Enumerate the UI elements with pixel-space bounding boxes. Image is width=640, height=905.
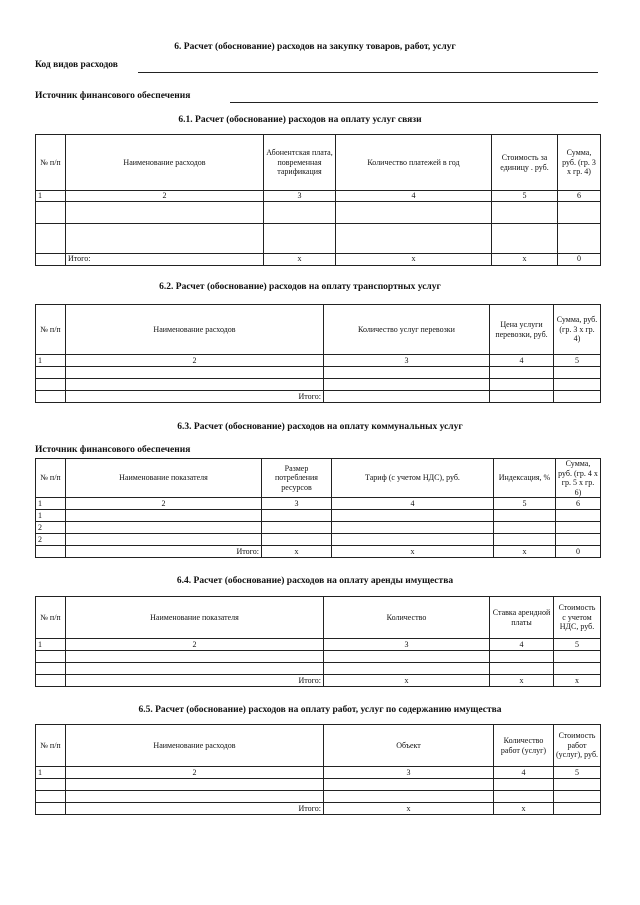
table-cell[interactable]	[66, 534, 262, 546]
header-cost-with-vat: Стоимость с учетом НДС, руб.	[554, 597, 601, 639]
column-number-row	[36, 639, 601, 651]
header-object: Объект	[324, 725, 494, 767]
total-row	[36, 253, 601, 265]
table-cell[interactable]	[36, 201, 66, 223]
table-cell[interactable]	[324, 379, 490, 391]
header-indicator-name: Наименование показателя	[66, 459, 262, 498]
col-num-cell: 5	[554, 355, 601, 367]
header-works-quantity: Количество работ (услуг)	[494, 725, 554, 767]
table-cell[interactable]	[556, 510, 601, 522]
table-cell[interactable]	[324, 651, 490, 663]
col-num-cell: 2	[66, 498, 262, 510]
section-6-5-title: 6.5. Расчет (обоснование) расходов на оплату работ, услуг по содержанию имущества	[138, 705, 502, 715]
table-row	[36, 651, 601, 663]
col-num-cell: 1	[36, 639, 66, 651]
table-6-1	[35, 134, 601, 266]
table-cell[interactable]	[66, 791, 324, 803]
table-cell[interactable]	[554, 379, 601, 391]
table-cell[interactable]	[66, 379, 324, 391]
table-cell[interactable]	[558, 223, 601, 253]
table-cell[interactable]	[36, 223, 66, 253]
table-cell[interactable]	[36, 779, 66, 791]
table-cell[interactable]	[336, 223, 492, 253]
table-row	[36, 663, 601, 675]
table-row	[36, 791, 601, 803]
row-number: 2	[36, 534, 66, 546]
col-num-cell: 5	[554, 767, 601, 779]
col-num-cell: 5	[494, 498, 556, 510]
table-cell	[36, 391, 66, 403]
main-title: 6. Расчет (обоснование) расходов на закупку товаров, работ, услуг	[174, 42, 456, 52]
col-num-cell: 4	[332, 498, 494, 510]
total-cell: x	[332, 546, 494, 558]
col-num-cell: 5	[492, 191, 558, 202]
section-6-2-title: 6.2. Расчет (обоснование) расходов на оплату транспортных услуг	[159, 282, 441, 292]
total-cell: x	[492, 253, 558, 265]
table-row	[36, 510, 601, 522]
table-cell[interactable]	[262, 510, 332, 522]
table-cell[interactable]	[66, 663, 324, 675]
header-indicator-name: Наименование показателя	[66, 597, 324, 639]
table-cell	[490, 391, 554, 403]
table-cell	[554, 391, 601, 403]
header-payments-per-year: Количество платежей в год	[336, 135, 492, 191]
col-num-cell: 6	[556, 498, 601, 510]
total-row	[36, 546, 601, 558]
col-num-cell: 6	[558, 191, 601, 202]
total-cell: x	[490, 675, 554, 687]
header-number: № п/п	[36, 135, 66, 191]
total-label: Итого:	[66, 253, 264, 265]
col-num-cell: 3	[262, 498, 332, 510]
table-header-row	[36, 305, 601, 355]
col-num-cell: 2	[66, 355, 324, 367]
column-number-row	[36, 767, 601, 779]
total-cell: x	[264, 253, 336, 265]
table-cell[interactable]	[492, 223, 558, 253]
header-rent-rate: Ставка арендной платы	[490, 597, 554, 639]
column-number-row	[36, 191, 601, 202]
header-sum: Сумма, руб. (гр. 3 х гр. 4)	[558, 135, 601, 191]
row-number: 2	[36, 522, 66, 534]
header-indexation: Индексация, %	[494, 459, 556, 498]
header-number: № п/п	[36, 725, 66, 767]
table-cell[interactable]	[66, 522, 262, 534]
column-number-row	[36, 498, 601, 510]
table-cell[interactable]	[490, 663, 554, 675]
table-cell[interactable]	[554, 663, 601, 675]
table-cell[interactable]	[336, 201, 492, 223]
total-cell: x	[262, 546, 332, 558]
table-cell	[324, 391, 490, 403]
table-row	[36, 367, 601, 379]
header-unit-cost: Стоимость за единицу . руб.	[492, 135, 558, 191]
table-cell[interactable]	[36, 791, 66, 803]
total-label: Итого:	[66, 546, 262, 558]
header-expense-name: Наименование расходов	[66, 135, 264, 191]
header-consumption: Размер потребления ресурсов	[262, 459, 332, 498]
table-cell[interactable]	[66, 510, 262, 522]
section-6-3-title: 6.3. Расчет (обоснование) расходов на оплату коммунальных услуг	[177, 422, 463, 432]
table-cell[interactable]	[324, 367, 490, 379]
col-num-cell: 3	[324, 767, 494, 779]
col-num-cell: 2	[66, 767, 324, 779]
expense-code-field[interactable]	[138, 72, 598, 73]
table-6-3	[35, 458, 601, 558]
col-num-cell: 4	[336, 191, 492, 202]
total-row	[36, 675, 601, 687]
funding-source-label: Источник финансового обеспечения	[35, 91, 191, 101]
table-cell[interactable]	[332, 510, 494, 522]
col-num-cell: 4	[490, 355, 554, 367]
table-cell	[36, 253, 66, 265]
funding-source-label-6-3: Источник финансового обеспечения	[35, 445, 191, 455]
total-cell: x	[336, 253, 492, 265]
col-num-cell: 1	[36, 767, 66, 779]
table-header-row	[36, 135, 601, 191]
table-row	[36, 379, 601, 391]
total-label: Итого:	[66, 675, 324, 687]
table-cell	[36, 546, 66, 558]
header-sum: Сумма, руб. (гр. 4 х гр. 5 х гр. 6)	[556, 459, 601, 498]
header-transport-price: Цена услуги перевозки, руб.	[490, 305, 554, 355]
table-cell[interactable]	[494, 791, 554, 803]
table-row	[36, 779, 601, 791]
table-cell[interactable]	[556, 522, 601, 534]
table-cell[interactable]	[490, 367, 554, 379]
header-tariff: Тариф (с учетом НДС), руб.	[332, 459, 494, 498]
total-sum: 0	[556, 546, 601, 558]
section-6-4-title: 6.4. Расчет (обоснование) расходов на оплату аренды имущества	[176, 576, 454, 586]
table-cell[interactable]	[332, 522, 494, 534]
table-cell[interactable]	[324, 791, 494, 803]
table-cell[interactable]	[554, 791, 601, 803]
table-row	[36, 522, 601, 534]
total-sum: 0	[558, 253, 601, 265]
table-cell	[36, 675, 66, 687]
table-header-row	[36, 597, 601, 639]
col-num-cell: 4	[494, 767, 554, 779]
table-cell[interactable]	[66, 201, 264, 223]
table-cell[interactable]	[36, 663, 66, 675]
table-cell[interactable]	[554, 367, 601, 379]
header-expense-name: Наименование расходов	[66, 305, 324, 355]
table-cell[interactable]	[494, 522, 556, 534]
table-cell[interactable]	[494, 779, 554, 791]
col-num-cell: 2	[66, 639, 324, 651]
table-cell[interactable]	[558, 201, 601, 223]
col-num-cell: 1	[36, 498, 66, 510]
total-cell: x	[494, 546, 556, 558]
table-cell[interactable]	[332, 534, 494, 546]
total-cell: x	[324, 803, 494, 815]
table-header-row	[36, 725, 601, 767]
table-cell[interactable]	[490, 379, 554, 391]
table-cell[interactable]	[66, 779, 324, 791]
header-quantity: Количество	[324, 597, 490, 639]
table-cell[interactable]	[556, 534, 601, 546]
header-works-cost: Стоимость работ (услуг), руб.	[554, 725, 601, 767]
total-label: Итого:	[66, 803, 324, 815]
table-cell[interactable]	[490, 651, 554, 663]
table-row	[36, 201, 601, 223]
table-cell[interactable]	[554, 779, 601, 791]
table-cell[interactable]	[492, 201, 558, 223]
total-cell: x	[554, 675, 601, 687]
table-cell[interactable]	[264, 201, 336, 223]
header-number: № п/п	[36, 459, 66, 498]
table-cell[interactable]	[324, 779, 494, 791]
column-number-row	[36, 355, 601, 367]
table-6-4	[35, 596, 601, 687]
col-num-cell: 3	[324, 639, 490, 651]
table-header-row	[36, 459, 601, 498]
funding-source-field[interactable]	[230, 102, 598, 103]
header-number: № п/п	[36, 305, 66, 355]
col-num-cell: 1	[36, 355, 66, 367]
total-cell: x	[324, 675, 490, 687]
table-row	[36, 534, 601, 546]
table-cell[interactable]	[36, 367, 66, 379]
col-num-cell: 3	[324, 355, 490, 367]
table-cell	[36, 803, 66, 815]
total-label: Итого:	[66, 391, 324, 403]
table-6-2	[35, 304, 601, 403]
table-cell[interactable]	[66, 367, 324, 379]
table-cell[interactable]	[66, 223, 264, 253]
table-row	[36, 223, 601, 253]
table-cell[interactable]	[262, 534, 332, 546]
table-6-5	[35, 724, 601, 815]
table-cell[interactable]	[324, 663, 490, 675]
table-cell[interactable]	[494, 534, 556, 546]
row-number: 1	[36, 510, 66, 522]
table-cell[interactable]	[554, 651, 601, 663]
table-cell[interactable]	[262, 522, 332, 534]
col-num-cell: 1	[36, 191, 66, 202]
total-cell: x	[494, 803, 554, 815]
header-sum: Сумма, руб. (гр. 3 х гр. 4)	[554, 305, 601, 355]
header-transport-quantity: Количество услуг перевозки	[324, 305, 490, 355]
table-cell[interactable]	[494, 510, 556, 522]
col-num-cell: 3	[264, 191, 336, 202]
total-row	[36, 803, 601, 815]
table-cell[interactable]	[36, 651, 66, 663]
section-6-1-title: 6.1. Расчет (обоснование) расходов на оплату услуг связи	[178, 115, 422, 125]
expense-code-label: Код видов расходов	[35, 60, 118, 70]
col-num-cell: 2	[66, 191, 264, 202]
table-cell	[554, 803, 601, 815]
header-expense-name: Наименование расходов	[66, 725, 324, 767]
header-number: № п/п	[36, 597, 66, 639]
total-row	[36, 391, 601, 403]
table-cell[interactable]	[66, 651, 324, 663]
table-cell[interactable]	[264, 223, 336, 253]
table-cell[interactable]	[36, 379, 66, 391]
header-subscription-fee: Абонентская плата, повременная тарификация	[264, 135, 336, 191]
col-num-cell: 4	[490, 639, 554, 651]
col-num-cell: 5	[554, 639, 601, 651]
